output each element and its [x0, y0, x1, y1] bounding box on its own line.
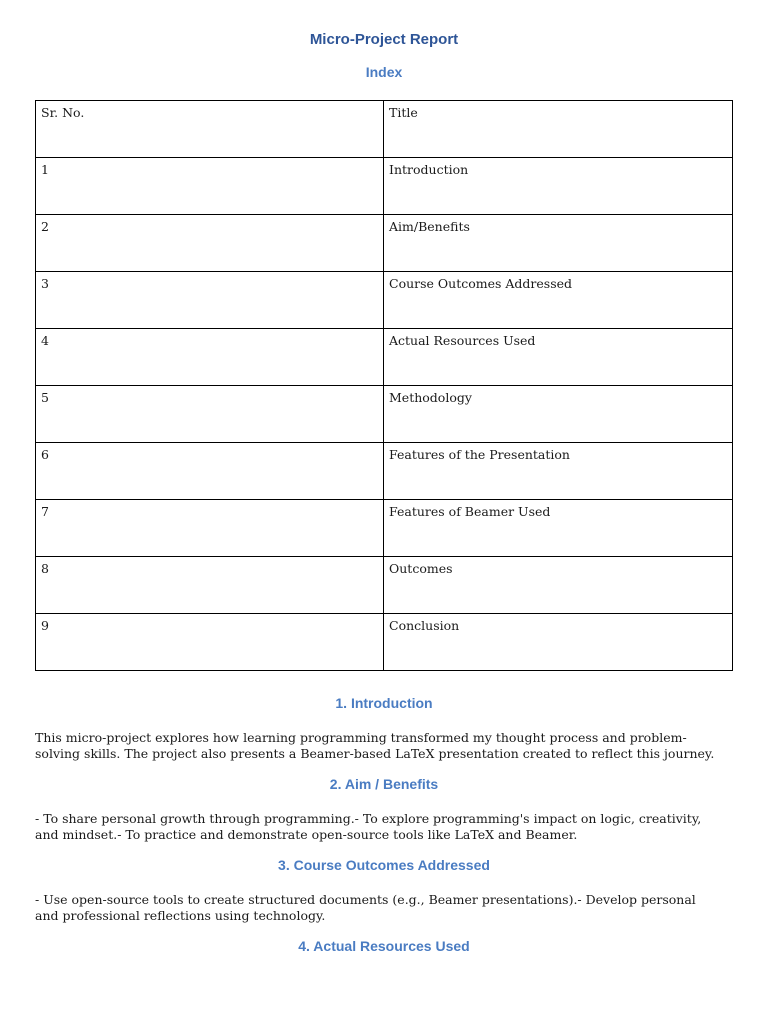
- row-number: 7: [36, 500, 384, 557]
- header-title: Title: [384, 101, 733, 158]
- row-title: Methodology: [384, 386, 733, 443]
- table-row: [36, 557, 733, 614]
- section-text-course-outcomes: - Use open-source tools to create structured documents (e.g., Beamer presentations).- Develop personal and professional reflections using technology.: [35, 892, 696, 923]
- row-title: Outcomes: [384, 557, 733, 614]
- table-row: [36, 158, 733, 215]
- section-text-introduction: This micro-project explores how learning programming transformed my thought process and problem-solving skills. The project also presents a Beamer-based LaTeX presentation created to reflect this journey.: [35, 730, 715, 761]
- table-row: [36, 329, 733, 386]
- index-table: [35, 100, 733, 671]
- section-heading-course-outcomes: 3. Course Outcomes Addressed: [278, 857, 490, 873]
- row-title: Features of the Presentation: [384, 443, 733, 500]
- row-number: 3: [36, 272, 384, 329]
- document-title: Micro-Project Report: [309, 31, 459, 48]
- table-row: [36, 272, 733, 329]
- table-row: [36, 386, 733, 443]
- row-number: 2: [36, 215, 384, 272]
- section-heading-aim: 2. Aim / Benefits: [329, 776, 439, 792]
- row-title: Actual Resources Used: [384, 329, 733, 386]
- section-heading-resources: 4. Actual Resources Used: [298, 938, 470, 954]
- row-title: Features of Beamer Used: [384, 500, 733, 557]
- row-title: Introduction: [384, 158, 733, 215]
- section-heading-introduction: 1. Introduction: [335, 695, 433, 711]
- table-header-row: [36, 101, 733, 158]
- table-row: [36, 614, 733, 671]
- row-number: 8: [36, 557, 384, 614]
- row-title: Course Outcomes Addressed: [384, 272, 733, 329]
- table-row: [36, 443, 733, 500]
- row-number: 6: [36, 443, 384, 500]
- row-number: 5: [36, 386, 384, 443]
- row-number: 1: [36, 158, 384, 215]
- table-row: [36, 215, 733, 272]
- row-title: Aim/Benefits: [384, 215, 733, 272]
- row-title: Conclusion: [384, 614, 733, 671]
- row-number: 4: [36, 329, 384, 386]
- table-row: [36, 500, 733, 557]
- index-heading: Index: [365, 64, 403, 80]
- section-text-aim: - To share personal growth through programming.- To explore programming's impact on logic, creativity, and mindset.- To practice and demonstrate open-source tools like LaTeX and Beamer.: [35, 811, 702, 842]
- row-number: 9: [36, 614, 384, 671]
- header-sr-no: Sr. No.: [36, 101, 384, 158]
